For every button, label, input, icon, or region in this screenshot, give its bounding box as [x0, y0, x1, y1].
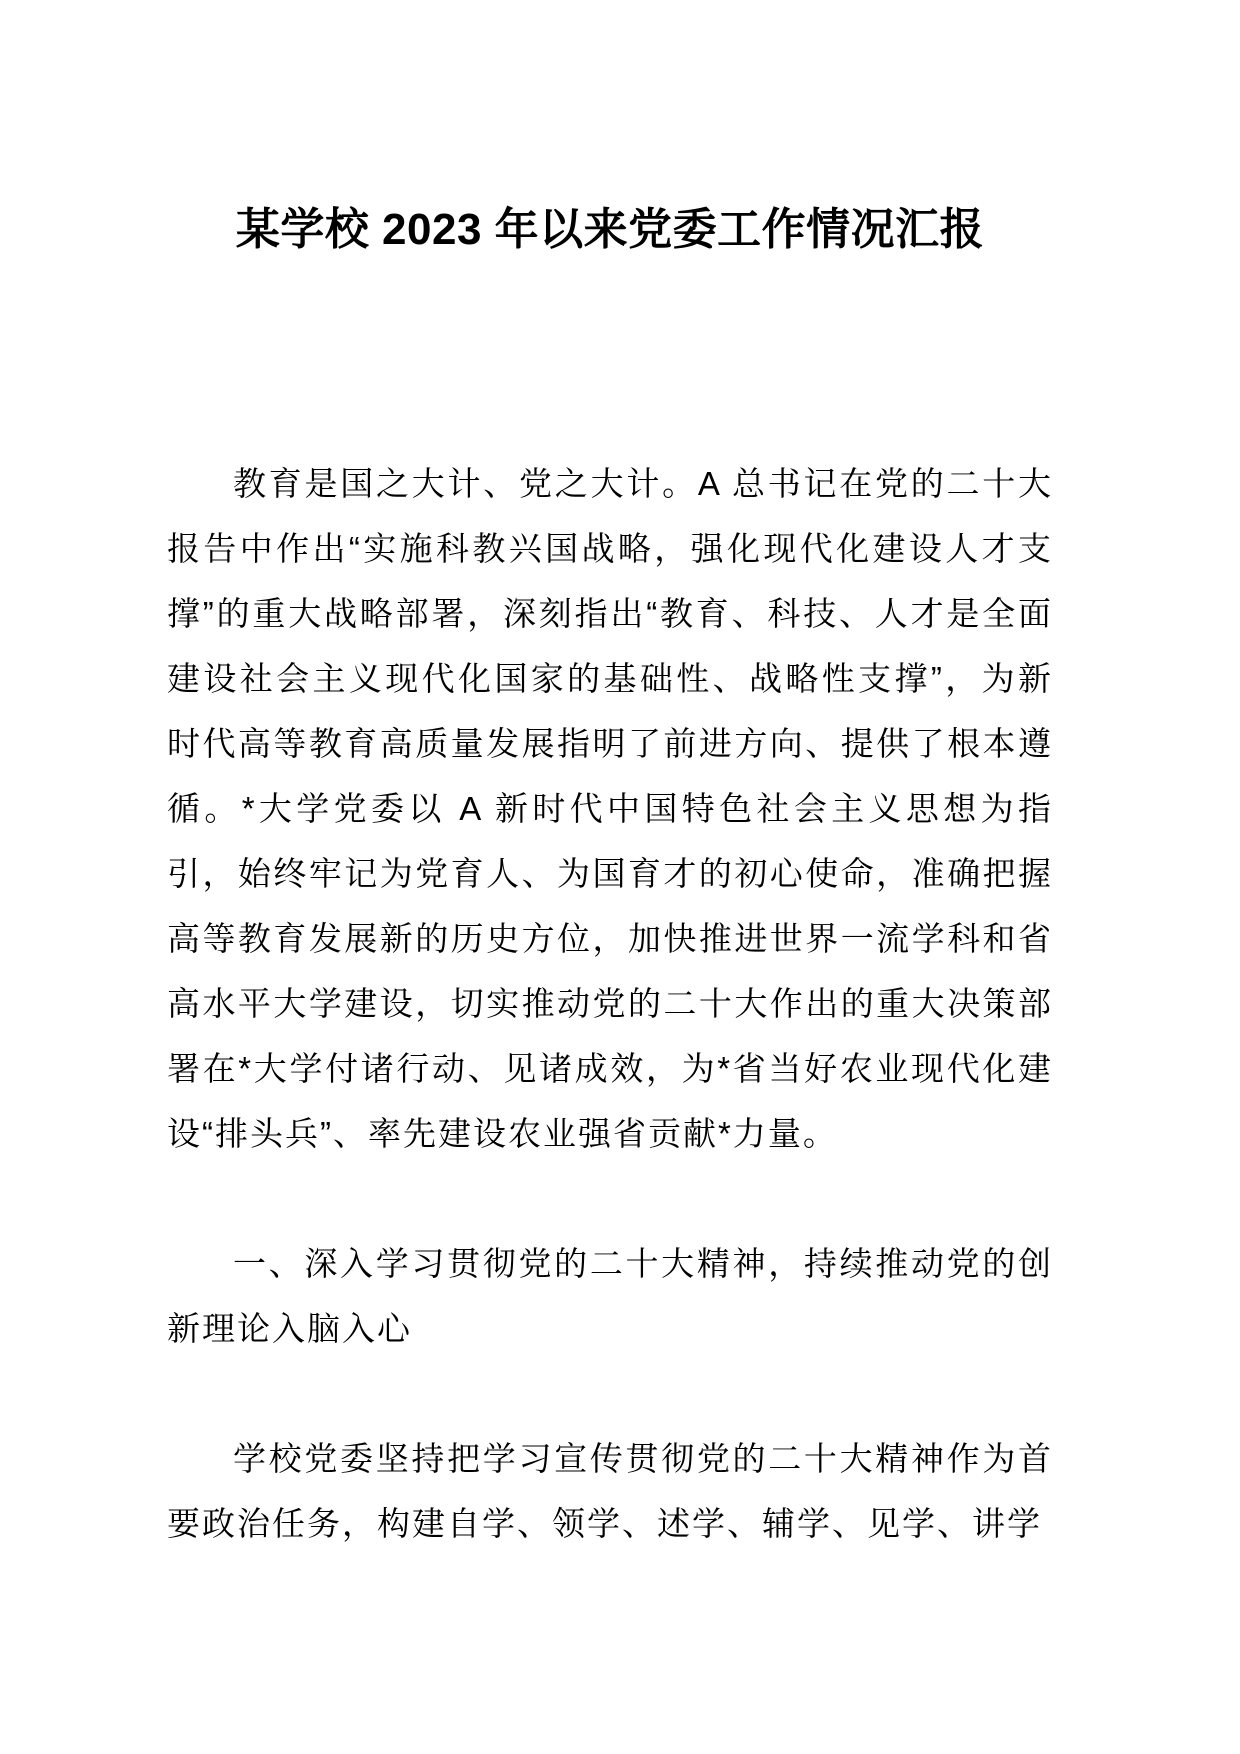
section-heading: 一、深入学习贯彻党的二十大精神，持续推动党的创新理论入脑入心 — [167, 1245, 1053, 1347]
document-title: 某学校 2023 年以来党委工作情况汇报 — [235, 205, 985, 254]
intro-paragraph: 教育是国之大计、党之大计。A 总书记在党的二十大报告中作出“实施科教兴国战略，强化现代化建设人才支撑”的重大战略部署，深刻指出“教育、科技、人才是全面建设社会主义现代化国家的基础性、战略性支撑”，为新时代高等教育高质量发展指明了前进方向、提供了根本遵循。*大学党委以 A 新时代中国特色社会主义思想为指引，始终牢记为党育人、为国育才的初心使命，准确把握高等教育发展新的历史方位，加快推进世界一流学科和省高水平大学建设，切实推动党的二十大作出的重大决策部署在*大学付诸行动、见诸成效，为*省当好农业现代化建设“排头兵”、率先建设农业强省贡献*力量。 — [167, 465, 1053, 1152]
section-body-paragraph: 学校党委坚持把学习宣传贯彻党的二十大精神作为首要政治任务，构建自学、领学、述学、辅学、见学、讲学 — [167, 1440, 1053, 1542]
